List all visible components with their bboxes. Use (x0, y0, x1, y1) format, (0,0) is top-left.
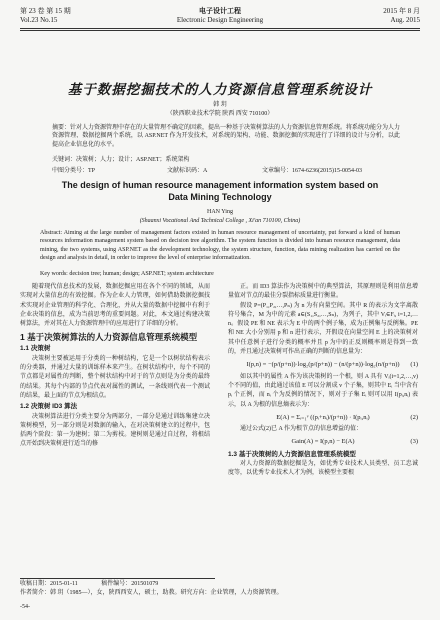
page-number: -54- (20, 604, 30, 610)
document-code: 文献标识码：A (167, 168, 208, 174)
subsection-heading-1-1: 1.1 决策树 (20, 345, 51, 353)
volume-cn: 第 23 卷 第 15 期 (20, 7, 71, 15)
equation-2-body: E(A) = Σᵢ₌₁ᵛ ((pᵢ+nᵢ)/(p+n)) · I(pᵢ,nᵢ) (276, 413, 370, 421)
id3-paragraph: 决策树算法进行分类主要分为两部分，一部分是通过训练集建立决策树模型，另一部分则是对数据的输入，在对决策树建立的过程中，包括两个阶段：第一为建树；第二为剪枝。建树则是通过自过程，将根结点开始到决策树进行适当的修 (20, 413, 210, 448)
equation-2-number: (2) (410, 413, 418, 421)
header-rule-2 (20, 30, 420, 31)
manuscript-number: 稿件编号：201501079 (101, 581, 159, 587)
equation-3-body: Gain(A) = I(p,n) − E(A) (291, 438, 355, 446)
right-column (228, 283, 418, 479)
subsection-heading-1-2: 1.2 决策树 ID3 算法 (20, 403, 78, 411)
author-bio: 作者简介：韩 玥（1985—），女，陕西西安人，硕士，助教。研究方向：企业管理，人力资源管理。 (20, 590, 283, 596)
keywords-cn: 关键词：决策树；人力；设计；ASP.NET；系统架构 (52, 157, 190, 163)
equation-1-body: I(p,n) = −(p/(p+n))·log₂(p/(p+n)) − (n/(p+n))·log₂(n/(p+n)) (246, 361, 400, 369)
issue-date-en: Aug. 2015 (390, 16, 420, 24)
abstract-en: Abstract: Aiming at the large number of management factors existed in human resource management of uncertainty, put forward a kind of human resources information management system based on decision tree algorithm. The system function is divided into human resource management, data mining, the two systems, using ASP.NET as the development technology, the system structure, function, data mining realization has carried on the design and analysis in detail, in order to improve the level of enterprise informatization. (40, 230, 400, 261)
left-column (20, 283, 210, 450)
entropy-paragraph: 如以其中的属性 A 作为该决策树的一个根，则 A 具有 Vᵢ(i=1,2,…,v) 个不同的值，由此通过该值 E 可以分割成 v 个子集，则其中 Eᵢ 当中含有 pᵢ 个正例，而 nᵢ 个为反例的情况下，则对于子集 Eᵢ 则可以用 I(pᵢ,nᵢ) 表示，以 A 为根的信息熵表示为： (228, 373, 418, 408)
article-title-cn: 基于数据挖掘技术的人力资源信息管理系统设计 (67, 82, 373, 97)
subsection-heading-1-3: 1.3 基于决策树的人力资源信息管理系统模型 (228, 450, 356, 458)
intro-paragraph: 随着现代信息技术的发展，数据挖掘应用在各个不同的领域，从而实现对大量信息的有效挖掘。作为企业人力管理，如何借助数据挖掘技术实现对企业管理的科学化、合理化，并从大量的数据中挖掘中有利于企业决策的信息，成为当前思考的重要问题。对此，本文通过构建决策树算法，并对其在人力资源管理中的应用进行了详细的分析。 (20, 284, 210, 328)
equation-2 (228, 413, 418, 422)
keywords-en: Key words: decision tree; human; design; ASP.NET; system architecture (40, 271, 214, 277)
footnote-rule (20, 578, 215, 579)
abstract-cn: 摘要：针对人力资源管理中存在的大量管理不确定的因素，提出一种基于决策树算法的人力资源信息管理系统。将系统功能分为人力资源管理、数据挖掘两个系统，以 ASP.NET 作为开发技术，对系统的架构、功能、数据挖掘的实现进行了详细的设计与分析，以此提高企业信息化的水平。 (52, 125, 401, 148)
footnote (20, 580, 215, 588)
decision-tree-paragraph: 决策树主要被运用于分类的一种树结构，它是一个以树状结构表示的分类器，并通过大量的训练样本来产生。在树状结构中，每个不同的节点都是对属性的判断，整个树状结构中对于的节点则是为分类的最终的结果。其每个内部的节点代表对属性的测试，一条线则代表一个测试的结果，最上面的节点为根结点。 (20, 355, 210, 399)
equation-1 (228, 360, 418, 369)
header-rule (20, 28, 420, 29)
vector-space-paragraph: 假设 P=(P₁,P₂,…,Pₙ) 为 n 为有向量空间。其中 R 的表示为文字离散符号集合，M 为中的元素 a∈(S₁,S₂,…,Sₙ)，为列子，其中 Vᵢ∈Fᵢ, i=1,2,…n。假设 PE 和 NE 表示为 E 中的两个例子集，成为正例集与反例集。PE 和 NE 大小分别用 p 和 n 进行表示，开假设在向量空间 E 上的决策树对其中任意例子进行分类的概率并且 p 为中的正反则概率则是得到一致的，并且通过决策树可作出正确的判断的信息量为： (228, 302, 418, 356)
article-title-en: The design of human resource management information system based on Data Mining Technology (61, 180, 379, 202)
equation-3 (228, 437, 418, 446)
journal-name-cn: 电子设计工程 (199, 7, 241, 15)
author-cn: 韩 玥 (213, 102, 227, 108)
journal-name-en: Electronic Design Engineering (176, 16, 264, 24)
volume-en: Vol.23 No.15 (20, 16, 58, 24)
affiliation-en: (Shaanxi Vocational And Technical College , Xi'an 710100, China) (139, 218, 301, 224)
clc-number: 中图分类号：TP (52, 168, 96, 174)
equation-3-number: (3) (410, 438, 418, 446)
article-number: 文章编号：1674-6236(2015)15-0054-03 (262, 168, 362, 174)
equation-1-number: (1) (410, 361, 418, 369)
gain-paragraph: 通过公式(2)已 A 作为根节点的信息增益的值： (240, 426, 362, 433)
section-heading-1: 1 基于决策树算法的人力资源信息管理系统模型 (20, 332, 198, 343)
received-date: 收稿日期：2015-01-11 (20, 581, 78, 587)
affiliation-cn: （陕西职业技术学院 陕西 西安 710100） (166, 111, 274, 117)
issue-date-cn: 2015 年 8 月 (383, 7, 420, 15)
author-en: HAN Ying (207, 209, 233, 215)
id3-continued-paragraph: 正。而 ID3 算法作为决策树中的典型算法，其原理则是利用信息增量值对节点的最佳分裂指标质量进行衡量。 (228, 284, 418, 300)
model-paragraph: 对人力资源的数据挖掘是为，如优秀专业技术人员类型、员工忠诚度等，以优秀专业技术人才为例，该模型主要根 (228, 461, 418, 477)
